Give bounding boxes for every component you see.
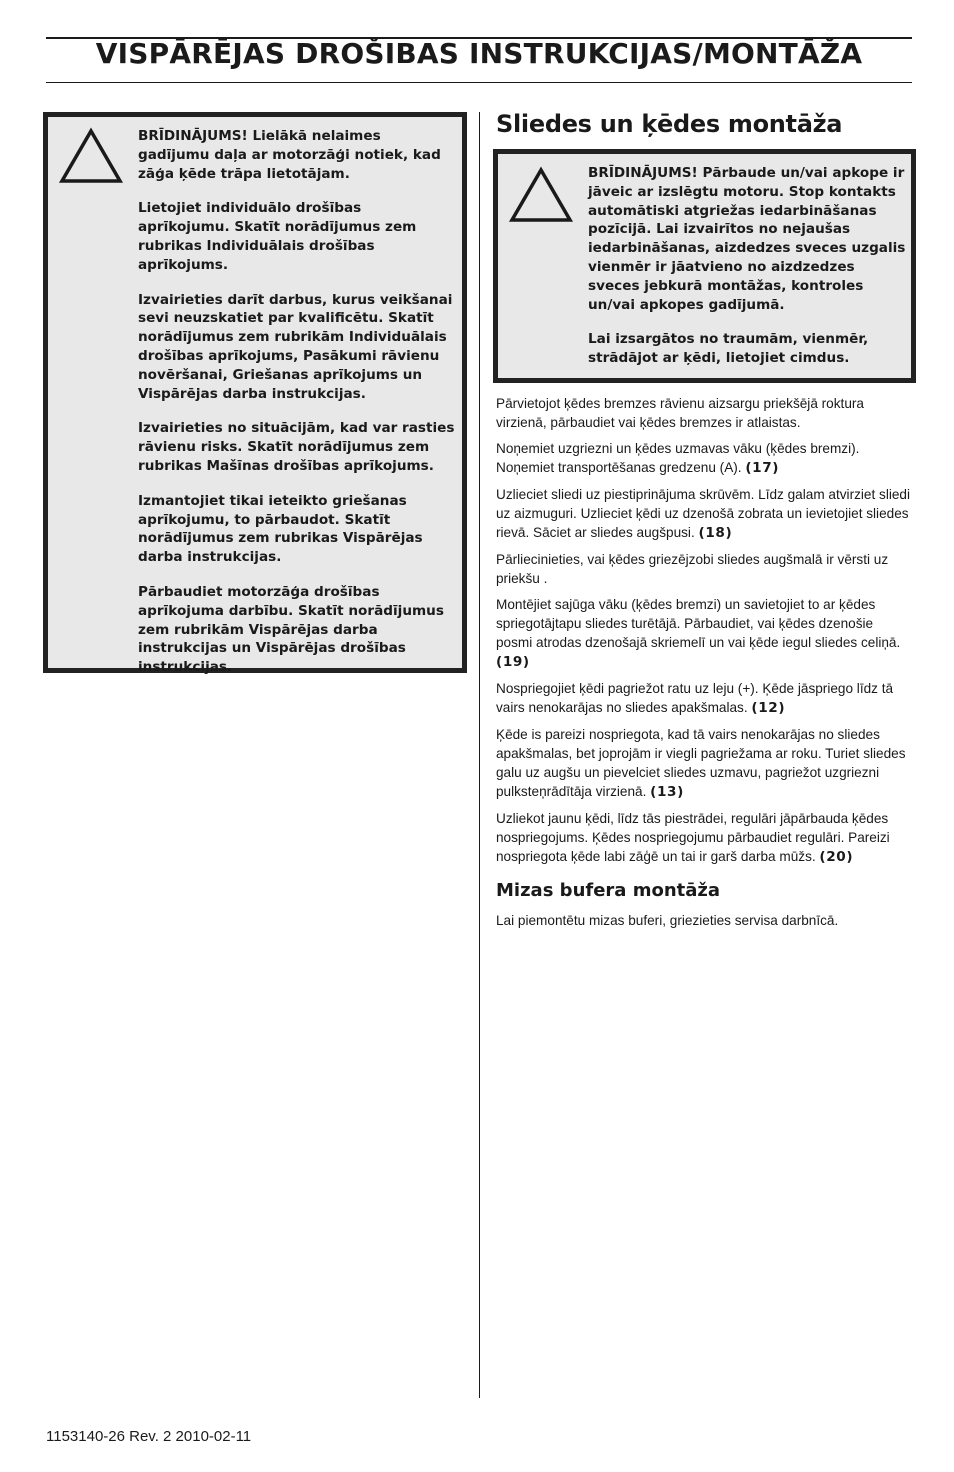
warning-paragraph: BRĪDINĀJUMS! Lielākā nelaimes gadījumu daļa ar motorzāģi notiek, kad zāģa ķēde trāpa lietotājam. bbox=[138, 128, 441, 182]
section-title: Sliedes un ķēdes montāža bbox=[496, 110, 843, 138]
instruction-paragraph: Ķēde is pareizi nospriegota, kad tā vairs nenokarājas no sliedes apakšmalas, bet joprojām ir viegli pagriežama ar roku. Turiet sliedes galu uz augšu un pievelciet sliedes uzmavu, pagriežot uzgriezni pulksteņrādītāja virzienā. (13) bbox=[496, 727, 906, 800]
subsection-paragraph: Lai piemontētu mizas buferi, griezieties servisa darbnīcā. bbox=[496, 913, 839, 928]
warning-paragraph: Lai izsargātos no traumām, vienmēr, strādājot ar ķēdi, lietojiet cimdus. bbox=[588, 331, 869, 367]
figure-ref: (13) bbox=[650, 784, 684, 800]
left-warning-text bbox=[138, 127, 456, 677]
warning-paragraph: Izvairieties darīt darbus, kurus veikšanai sevi neuzskatiet par kvalificētu. Skatīt norādījumus zem rubrikām Individuālais drošības aprīkojums, Pasākumi rāvienu novēršanai, Griešanas aprīkojums un Vispārējas darba instrukcijas. bbox=[138, 291, 453, 402]
warning-paragraph: BRĪDINĀJUMS! Pārbaude un/vai apkope ir jāveic ar izslēgtu motoru. Stop kontakts automātiski atgriežas iedarbināšanas pozīcijā. Lai izvairītos no nejaušas iedarbināšanas, aizdedzes sveces uzgalis vienmēr ir jāatvieno no aizdzedzes sveces jebkurā montāžas, kontroles un/vai apkopes gadījumā. bbox=[588, 165, 906, 313]
left-warning-box bbox=[43, 112, 467, 676]
footer-doc-id: 1153140-26 Rev. 2 2010-02-11 bbox=[46, 1428, 252, 1445]
warning-paragraph: Pārbaudiet motorzāģa drošības aprīkojuma darbību. Skatīt norādījumus zem rubrikām Vispārējas darba instrukcijas un Vispārējas drošības instrukcijas. bbox=[138, 583, 444, 676]
warning-paragraph: Izmantojiet tikai ieteikto griešanas aprīkojumu, to pārbaudot. Skatīt norādījumus zem rubrikas Vispārējas darba instrukcijas. bbox=[138, 492, 423, 566]
figure-ref: (18) bbox=[698, 525, 733, 541]
header-rule-bottom bbox=[46, 82, 912, 83]
warning-paragraph: Lietojiet individuālo drošības aprīkojumu. Skatīt norādījumus zem rubrikas Individuālais drošības aprīkojums. bbox=[138, 200, 417, 273]
warning-triangle-icon bbox=[508, 166, 574, 224]
instructions-body bbox=[496, 394, 912, 937]
instruction-paragraph: Pārliecinieties, vai ķēdes griezējzobi sliedes augšmalā ir vērsti uz priekšu . bbox=[496, 552, 889, 586]
figure-ref: (20) bbox=[819, 849, 854, 865]
figure-ref: (17) bbox=[745, 460, 780, 476]
figure-ref: (12) bbox=[751, 700, 786, 716]
subsection-title: Mizas bufera montāža bbox=[496, 880, 721, 901]
warning-triangle-icon bbox=[58, 127, 124, 185]
right-warning-text bbox=[588, 164, 906, 368]
instruction-paragraph: Noņemiet uzgriezni un ķēdes uzmavas vāku (ķēdes bremzi). Noņemiet transportēšanas gredzenu (A). (17) bbox=[496, 441, 860, 476]
page-title: VISPĀRĒJAS DROŠIBAS INSTRUKCIJAS/MONTĀŽA bbox=[95, 37, 863, 70]
column-divider bbox=[479, 112, 480, 1398]
instruction-paragraph: Montējiet sajūga vāku (ķēdes bremzi) un savietojiet to ar ķēdes spriegotājtapu sliedes turētājā. Pārbaudiet, vai ķēdes dzenošie posmi atrodas dzenošajā skriemelī un vai ķēde iegul sliedes celiņā. (19) bbox=[496, 597, 901, 670]
warning-paragraph: Izvairieties no situācijām, kad var rasties rāvienu risks. Skatīt norādījumus zem rubrikas Mašīnas drošības aprīkojums. bbox=[138, 420, 455, 474]
instruction-paragraph: Uzlieciet sliedi uz piestiprinājuma skrūvēm. Līdz galam atvirziet sliedi uz aizmuguri. Uzlieciet ķēdi uz dzenošā zobrata un ievietojiet sliedes rievā. Sāciet ar sliedes augšpusi. (18) bbox=[496, 487, 911, 541]
instruction-paragraph: Nospriegojiet ķēdi pagriežot ratu uz leju (+). Ķēde jāspriego līdz tā vairs nenokarājas no sliedes apakšmalas. (12) bbox=[496, 681, 894, 716]
instruction-paragraph: Uzliekot jaunu ķēdi, līdz tās piestrādei, regulāri jāpārbauda ķēdes nospriegojums. Ķēdes nospriegojumu pārbaudiet regulāri. Pareizi nospriegota ķēde labi zāģē un tai ir garš darba mūžs. (20) bbox=[496, 811, 890, 865]
instruction-paragraph: Pārvietojot ķēdes bremzes rāvienu aizsargu priekšējā roktura virzienā, pārbaudiet vai ķēdes bremzes ir atlaistas. bbox=[496, 396, 864, 430]
figure-ref: (19) bbox=[496, 654, 530, 670]
right-warning-box bbox=[493, 149, 916, 383]
